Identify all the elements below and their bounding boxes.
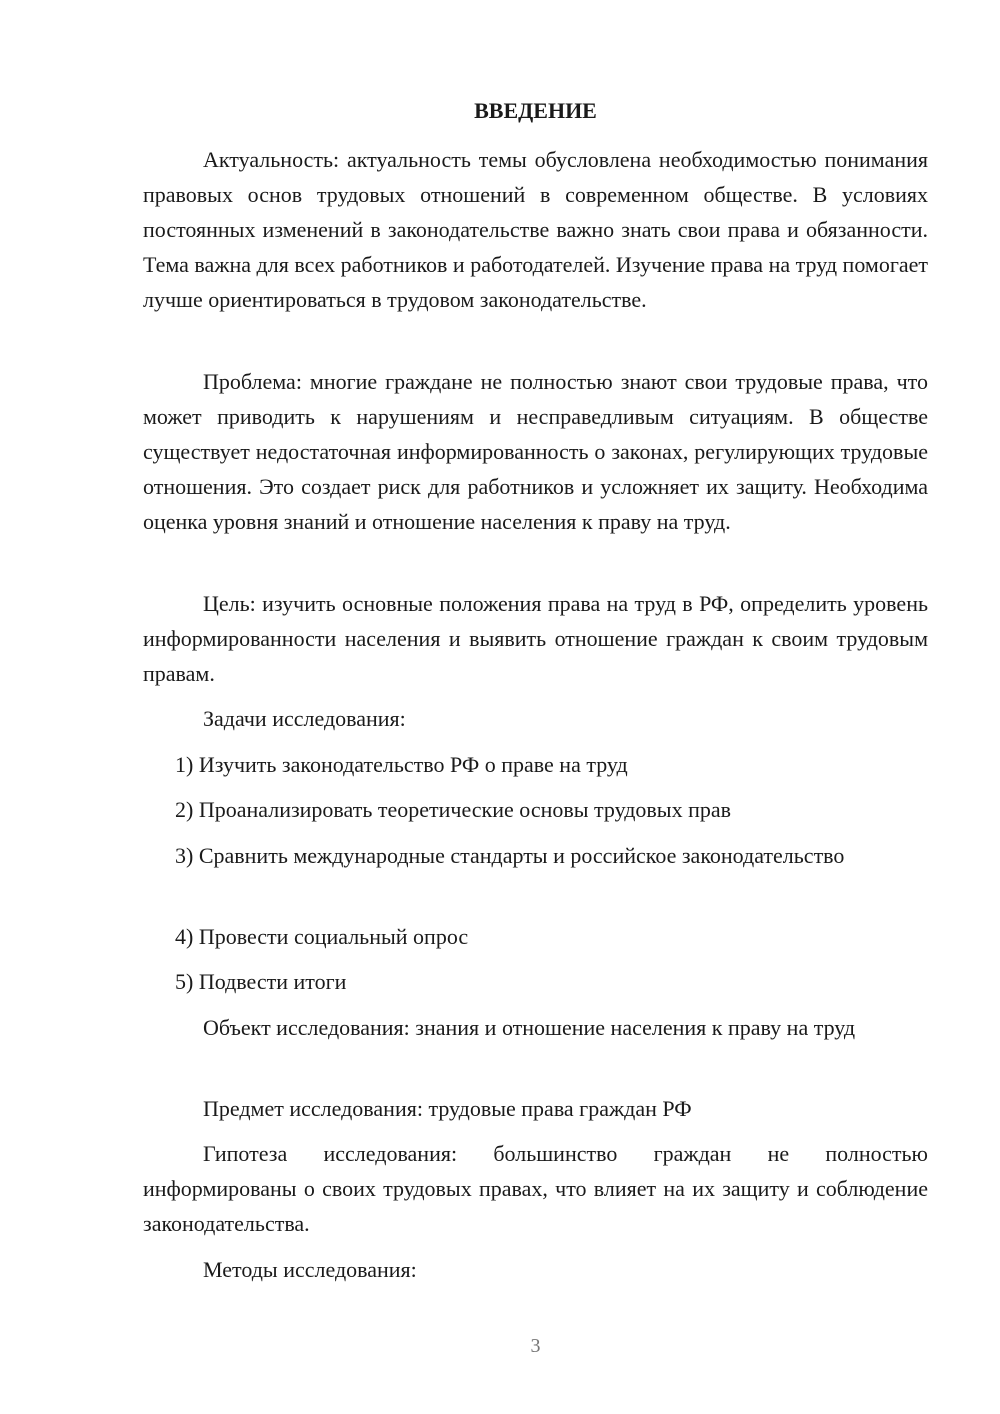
- task-item-4: 4) Провести социальный опрос: [175, 924, 469, 949]
- paragraph-hypothesis: Гипотеза исследования: большинство граждан не полностью информированы о своих трудовых правах, что влияет на их защиту и соблюдение законодательства.: [143, 1141, 928, 1236]
- task-item-5: 5) Подвести итоги: [175, 969, 347, 994]
- paragraph-goal: Цель: изучить основные положения права на труд в РФ, определить уровень информированности населения и выявить отношение граждан к своим трудовым правам.: [143, 591, 928, 686]
- task-item-3: 3) Сравнить международные стандарты и российское законодательство: [175, 843, 845, 868]
- paragraph-relevance: Актуальность: актуальность темы обусловлена необходимостью понимания правовых основ трудовых отношений в современном обществе. В условиях постоянных изменений в законодательстве важно знать свои права и обязанности. Тема важна для всех работников и работодателей. Изучение права на труд помогает лучше ориентироваться в трудовом законодательстве.: [143, 147, 928, 312]
- task-item-1: 1) Изучить законодательство РФ о праве на труд: [175, 752, 628, 777]
- paragraph-object: Объект исследования: знания и отношение населения к праву на труд: [203, 1015, 856, 1040]
- page-number: 3: [530, 1335, 541, 1357]
- task-item-2: 2) Проанализировать теоретические основы трудовых прав: [175, 797, 732, 822]
- paragraph-methods: Методы исследования:: [203, 1257, 417, 1282]
- document-page: [143, 0, 928, 1414]
- paragraph-problem: Проблема: многие граждане не полностью знают свои трудовые права, что может приводить к нарушениям и несправедливым ситуациям. В обществе существует недостаточная информированность о законах, регулирующих трудовые отношения. Это создает риск для работников и усложняет их защиту. Необходима оценка уровня знаний и отношение населения к праву на труд.: [143, 369, 928, 534]
- page-title: ВВЕДЕНИЕ: [474, 98, 597, 123]
- paragraph-subject: Предмет исследования: трудовые права граждан РФ: [203, 1096, 692, 1121]
- tasks-heading: Задачи исследования:: [203, 706, 406, 731]
